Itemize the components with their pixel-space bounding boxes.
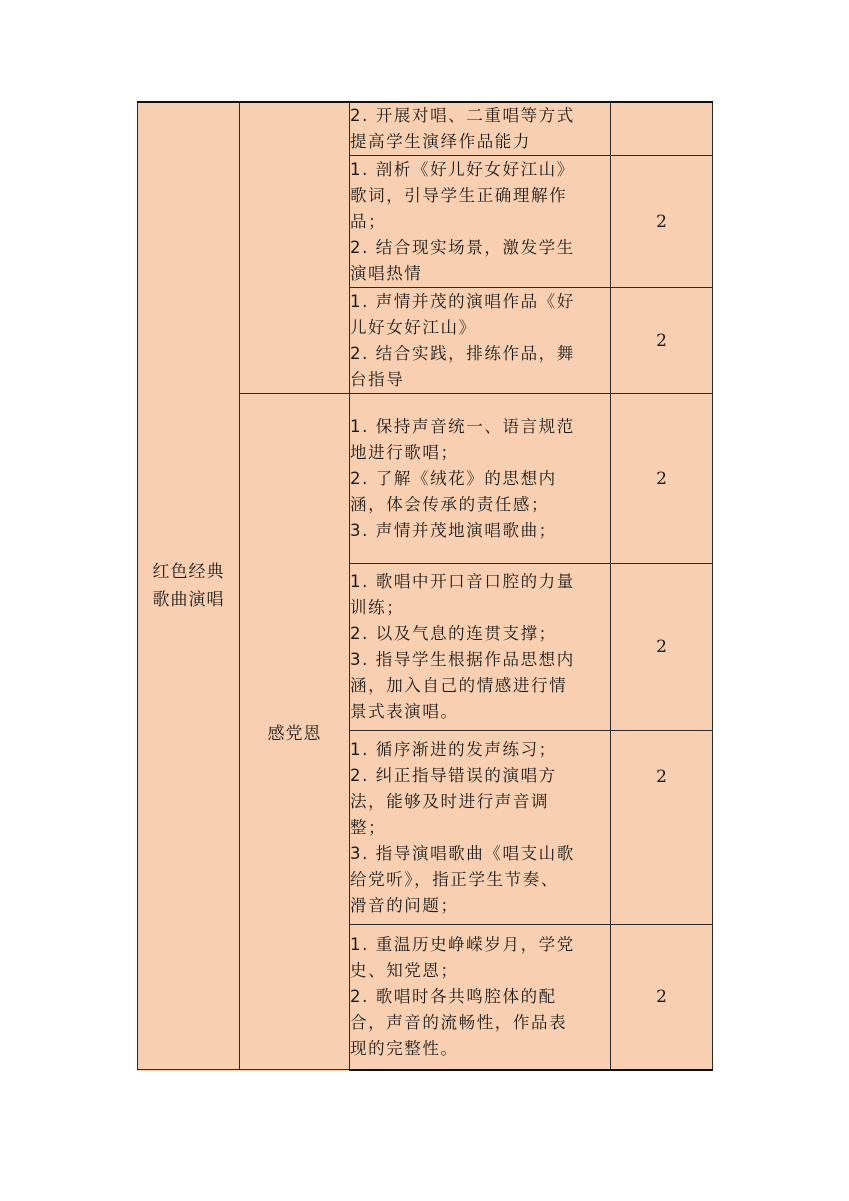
content-cell xyxy=(350,288,611,394)
content-cell xyxy=(350,102,611,156)
content-line: 整； xyxy=(350,817,387,837)
content-line: 提高学生演绎作品能力 xyxy=(350,132,531,151)
unit-cell-previous xyxy=(240,102,350,394)
content-line: 歌词，引导学生正确理解作 xyxy=(350,185,568,205)
content-line: 3. 指导学生根据作品思想内 xyxy=(350,650,575,669)
content-line: 演唱热情 xyxy=(350,263,423,283)
content-cell xyxy=(350,156,611,288)
content-line: 2. 以及气息的连贯支撑； xyxy=(350,624,557,643)
module-cell xyxy=(138,102,240,1070)
content-cell xyxy=(350,564,611,731)
content-line: 品； xyxy=(350,211,387,231)
content-line: 2. 歌唱时各共鸣腔体的配 xyxy=(350,986,557,1006)
content-line: 2. 结合现实场景，激发学生 xyxy=(350,237,575,257)
content-line: 2. 了解《绒花》的思想内 xyxy=(350,468,557,488)
content-line: 1. 循序渐进的发声练习； xyxy=(350,739,557,759)
curriculum-table xyxy=(137,101,713,1071)
content-line: 1. 保持声音统一、语言规范 xyxy=(350,416,575,436)
content-line: 台指导 xyxy=(350,369,405,389)
content-cell xyxy=(350,394,611,564)
module-name-line: 红色经典 xyxy=(152,562,225,582)
hours-cell: 2 xyxy=(611,564,713,731)
table-row xyxy=(138,102,713,156)
content-line: 景式表演唱。 xyxy=(350,702,459,721)
content-line: 1. 歌唱中开口音口腔的力量 xyxy=(350,572,575,591)
content-line: 3. 指导演唱歌曲《唱支山歌 xyxy=(350,843,575,863)
content-line: 史、知党恩； xyxy=(350,960,459,980)
content-line: 2. 结合实践，排练作品，舞 xyxy=(350,343,575,363)
content-line: 地进行歌唱； xyxy=(350,442,459,462)
unit-cell-gandangen: 感党恩 xyxy=(240,394,350,1070)
content-line: 2. 开展对唱、二重唱等方式 xyxy=(350,106,575,125)
hours-cell: 2 xyxy=(611,156,713,288)
hours-cell: 2 xyxy=(611,925,713,1070)
content-line: 2. 纠正指导错误的演唱方 xyxy=(350,765,557,785)
content-line: 涵，体会传承的责任感； xyxy=(350,494,550,514)
content-line: 给党听》，指正学生节奏、 xyxy=(350,869,559,889)
content-line: 涵，加入自己的情感进行情 xyxy=(350,676,568,695)
module-name-line: 歌曲演唱 xyxy=(152,590,225,610)
content-line: 1. 剖析《好儿好女好江山》 xyxy=(350,159,575,179)
hours-cell: 2 xyxy=(611,394,713,564)
content-line: 现的完整性。 xyxy=(350,1038,459,1058)
hours-cell: 2 xyxy=(611,288,713,394)
content-line: 儿好女好江山》 xyxy=(350,317,477,337)
content-line: 1. 声情并茂的演唱作品《好 xyxy=(350,291,575,311)
hours-cell xyxy=(611,102,713,156)
content-line: 3. 声情并茂地演唱歌曲； xyxy=(350,520,557,540)
content-line: 合，声音的流畅性，作品表 xyxy=(350,1012,568,1032)
content-cell xyxy=(350,925,611,1070)
content-line: 滑音的问题； xyxy=(350,895,459,915)
content-line: 训练； xyxy=(350,598,405,617)
content-cell xyxy=(350,731,611,925)
content-line: 法，能够及时进行声音调 xyxy=(350,791,550,811)
content-line: 1. 重温历史峥嵘岁月，学党 xyxy=(350,934,575,954)
hours-cell: 2 xyxy=(611,731,713,925)
